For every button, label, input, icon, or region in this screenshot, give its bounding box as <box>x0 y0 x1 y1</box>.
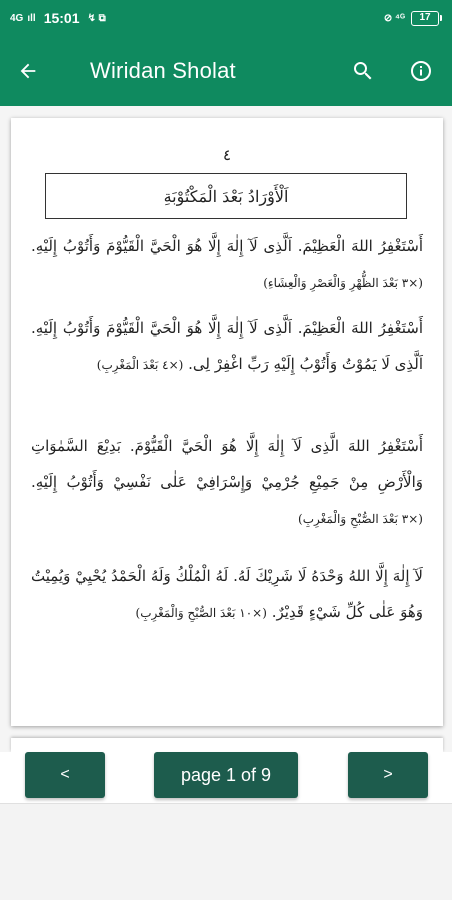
dhikr-note: (×٤ بَعْدَ الْمَغْرِبِ) <box>96 358 184 372</box>
page-viewer[interactable] <box>0 106 452 752</box>
status-right <box>384 11 442 26</box>
status-time: 15:01 <box>43 10 80 26</box>
footer-area <box>0 804 452 900</box>
network-type: 4G <box>10 12 24 24</box>
status-left <box>10 10 106 26</box>
dhikr-note: (×٣ بَعْدَ الصُّبْحِ وَالْمَغْرِبِ) <box>298 512 423 526</box>
app-title: Wiridan Sholat <box>90 58 236 83</box>
info-icon <box>409 59 433 83</box>
battery-level: 17 <box>411 11 439 26</box>
page-card <box>11 118 443 726</box>
previous-page-button[interactable]: < <box>25 752 105 798</box>
notification-icons: ↯ ⧉ <box>87 12 106 24</box>
battery-icon <box>411 11 442 26</box>
pagination-bar <box>0 752 452 804</box>
dhikr-paragraph <box>31 558 423 631</box>
app-bar <box>0 36 452 106</box>
info-button[interactable] <box>396 36 446 106</box>
status-bar <box>0 0 452 36</box>
dhikr-note: (×٣ بَعْدَ الظُّهْرِ وَالْعَصْرِ وَالْعِشَاءِ) <box>263 276 423 290</box>
next-page-edge <box>11 738 443 752</box>
dhikr-note: (×١٠ بَعْدَ الصُّبْحِ وَالْمَغْرِبِ) <box>135 606 267 620</box>
signal-icon: ıll <box>27 12 36 24</box>
dhikr-paragraph <box>31 228 423 301</box>
battery-tip <box>440 15 442 21</box>
dhikr-paragraph <box>31 428 423 537</box>
next-page-button[interactable]: > <box>348 752 428 798</box>
dhikr-paragraph <box>31 310 423 383</box>
search-button[interactable] <box>338 36 388 106</box>
section-heading: اَلْأَوْرَادُ بَعْدَ الْمَكْتُوْبَةِ <box>45 173 407 219</box>
page-indicator-button[interactable]: page 1 of 9 <box>154 752 298 798</box>
back-button[interactable] <box>0 36 56 106</box>
status-right-icons: ⊘ ⁴ᴳ <box>383 12 405 24</box>
page-number: ٤ <box>222 146 232 164</box>
dhikr-text: لَآ إِلٰهَ إِلَّا اللهُ وَحْدَهُ لَا شَرِيْكَ لَهُ. لَهُ الْمُلْكُ وَلَهُ الْحَمْدُ يُحْيِيْ وَيُمِيْتُ وَهُوَ عَلٰى كُلِّ شَيْءٍ قَدِيْرٌ. <box>31 567 423 621</box>
dhikr-text: أَسْتَغْفِرُ اللهَ الَّذِى لَآ إِلٰهَ إِلَّا هُوَ الْحَيَّ الْقَيُّوْمَ. بَدِيْعَ السَّمٰوَاتِ وَالْأَرْضِ مِنْ جَمِيْعِ جُرْمِيْ وَإِسْرَافِيْ عَلٰى نَفْسِيْ وَأَتُوْبُ إِلَيْهِ. <box>31 437 423 491</box>
search-icon <box>351 59 375 83</box>
dhikr-text: أَسْتَغْفِرُ اللهَ الْعَظِيْمَ. اَلَّذِى لَآ إِلٰهَ إِلَّا هُوَ الْحَيَّ الْقَيُّوْمَ وَأَتُوْبُ إِلَيْهِ. اَلَّذِى لَا يَمُوْتُ وَأَتُوْبُ إِلَيْهِ رَبِّ اغْفِرْ لِى. <box>31 319 423 373</box>
arrow-left-icon <box>17 60 39 82</box>
dhikr-text: أَسْتَغْفِرُ اللهَ الْعَظِيْمَ. اَلَّذِى لَآ إِلٰهَ إِلَّا هُوَ الْحَيَّ الْقَيُّوْمَ وَأَتُوْبُ إِلَيْهِ. <box>31 237 423 255</box>
